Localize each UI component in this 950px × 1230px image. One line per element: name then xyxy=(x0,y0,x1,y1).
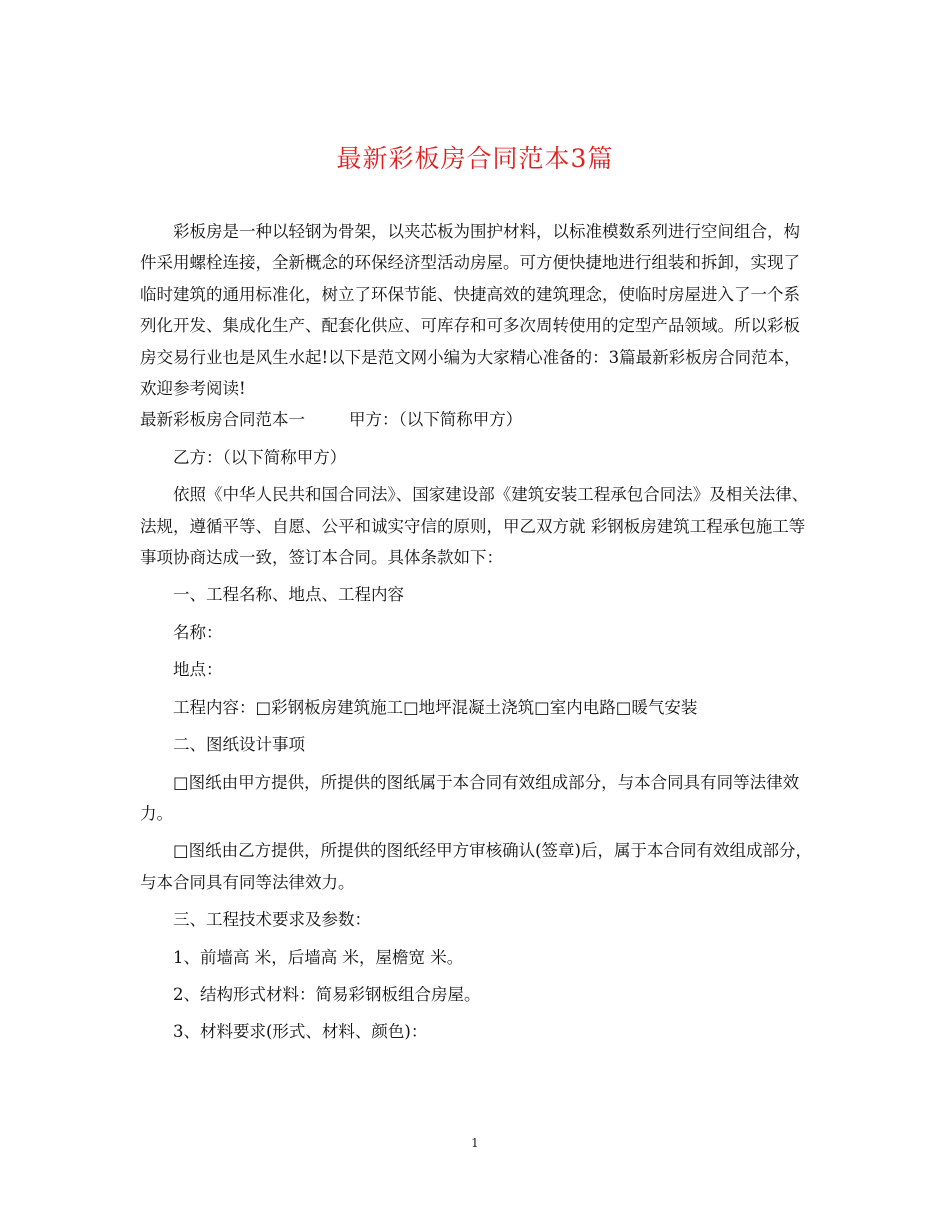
project-name-label: 名称： xyxy=(173,622,223,642)
tech-item-2: 2、结构形式材料：简易彩钢板组合房屋。 xyxy=(173,984,481,1004)
project-location-label: 地点： xyxy=(173,660,223,680)
tech-item-3: 3、材料要求(形式、材料、颜色)： xyxy=(173,1022,428,1042)
basis-paragraph: 依照《中华人民共和国合同法》、国家建设部《建筑安装工程承包合同法》及相关法律、法规，遵循平等、自愿、公平和诚实守信的原则，甲乙双方就 彩钢板房建筑工程承包施工等事项协商达成一致，签订本合同。具体条款如下： xyxy=(140,485,809,568)
project-content-line: 工程内容：□彩钢板房建筑施工□地坪混凝土浇筑□室内电路□暖气安装 xyxy=(173,697,698,717)
intro-paragraph: 彩板房是一种以轻钢为骨架，以夹芯板为围护材料，以标准模数系列进行空间组合，构件采用螺栓连接，全新概念的环保经济型活动房屋。可方便快捷地进行组装和拆卸，实现了临时建筑的通用标准化，树立了环保节能、快捷高效的建筑理念，使临时房屋进入了一个系列化开发、集成化生产、配套化供应、可库存和可多次周转使用的定型产品领域。所以彩板房交易行业也是风生水起!以下是范文网小编为大家精心准备的：3篇最新彩板房合同范本，欢迎参考阅读! xyxy=(140,222,801,399)
contract-heading-line xyxy=(140,404,815,435)
party-a-line: 甲方：（以下简称甲方） xyxy=(349,410,523,430)
section-2-title: 二、图纸设计事项 xyxy=(173,735,305,755)
drawing-option-1: □图纸由甲方提供，所提供的图纸属于本合同有效组成部分，与本合同具有同等法律效力。 xyxy=(140,772,800,823)
page-number: 1 xyxy=(471,1136,479,1150)
tech-item-1: 1、前墙高 米，后墙高 米，屋檐宽 米。 xyxy=(173,947,464,967)
drawing-option-2: □图纸由乙方提供，所提供的图纸经甲方审核确认(签章)后，属于本合同有效组成部分，与本合同具有同等法律效力。 xyxy=(140,841,812,892)
document-title: 最新彩板房合同范本3篇 xyxy=(336,144,614,173)
section-1-title: 一、工程名称、地点、工程内容 xyxy=(173,585,404,605)
contract-heading: 最新彩板房合同范本一 xyxy=(140,410,305,430)
section-3-title: 三、工程技术要求及参数： xyxy=(173,910,371,930)
document-body xyxy=(140,216,815,1048)
party-b-line: 乙方：（以下简称甲方） xyxy=(173,447,347,467)
